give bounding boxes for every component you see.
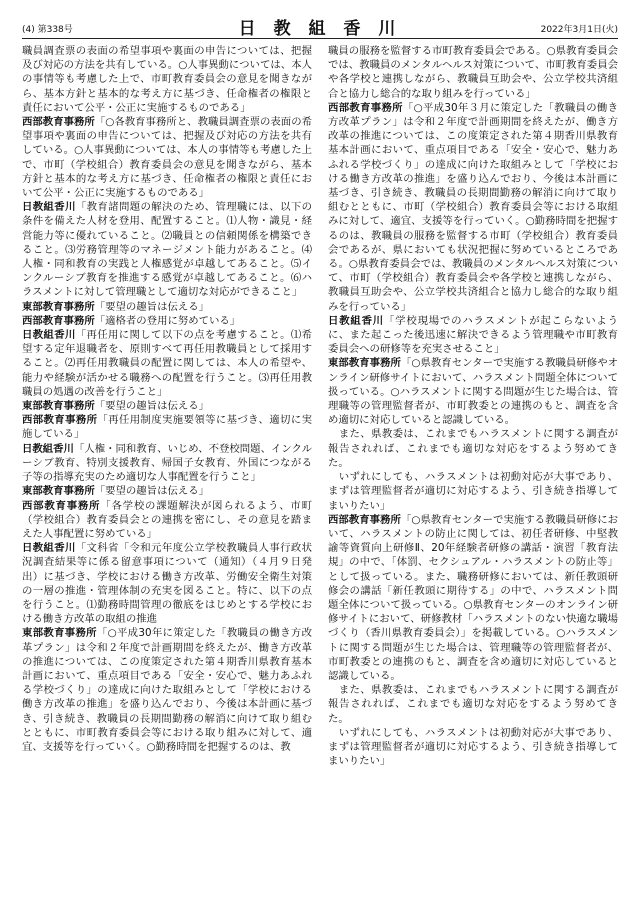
- paragraph-text: 「人権・同和教育、いじめ、不登校問題、インクルーシブ教育、特別支援教育、帰国子女教育、外国につながる子等の指導充実のため適切な人事配置を行うこと」: [22, 442, 312, 484]
- paragraph-text: 「各学校の課題解決が図られるよう、市町（学校組合）教育委員会との連携を密にし、その意見を踏まえた人事配置に努めている」: [22, 499, 312, 540]
- newsletter-title: 日 教 組 香 川: [238, 19, 402, 39]
- speaker-label: 東部教育事務所: [22, 400, 95, 413]
- right-paragraph: [328, 356, 618, 427]
- speaker-label: 日教組香川: [22, 329, 76, 342]
- speaker-label: 西部教育事務所: [22, 314, 95, 327]
- page-header: [22, 12, 618, 39]
- paragraph-text: 職員の服務を監督する市町教育委員会である。○県教育委員会では、教職員のメンタルヘルス対策について、市町教育委員会や各学校と連携しながら、教職員互助会や、公立学校共済組合と協力し総合的な取り組みを行っている」: [328, 45, 618, 100]
- right-paragraph: [328, 513, 618, 683]
- article-body: [22, 44, 618, 889]
- speaker-label: 東部教育事務所: [328, 357, 401, 370]
- paragraph-text: 職員調査票の表面の希望事項や裏面の申告については、把握及び対応の方法を共有している。○人事異動については、本人の事情等も考慮した上で、市町教育委員会の意見を聞きながら、基本方針と基本的な考え方に基づき、任命権者の権限と責任において公平・公正に実施するものである」: [22, 45, 312, 114]
- paragraph-text: また、県教委は、これまでもハラスメントに関する調査が報告されれば、これまでも適切な対応をするよう努めてきた。: [328, 428, 618, 469]
- paragraph-text: 「学校現場でのハラスメントが起こらないように、また起こった後迅速に解決できるよう管理職や市町教育委員会への研修等を充実させること」: [328, 314, 618, 356]
- speaker-label: 東部教育事務所: [22, 300, 95, 313]
- speaker-label: 西部教育事務所: [328, 513, 401, 526]
- speaker-label: 日教組香川: [22, 201, 76, 214]
- speaker-label: 西部教育事務所: [22, 116, 95, 129]
- left-paragraph: [22, 200, 312, 299]
- left-paragraph: [22, 300, 312, 314]
- left-paragraph: [22, 44, 312, 115]
- left-paragraph: [22, 413, 312, 441]
- left-paragraph: [22, 314, 312, 328]
- paragraph-text: 「再任用に関して以下の点を考慮すること。⑴希望する定年退職者を、原則すべて再任用教職員として採用すること。⑵再任用教職員の配置に関しては、本人の希望や、能力や経験が活かせる職務への配置を行うこと。⑶再任用教職員の処遇の改善を行うこと」: [22, 329, 312, 398]
- paragraph-text: 「要望の趣旨は伝える」: [94, 300, 210, 313]
- paragraph-text: 「要望の趣旨は伝える」: [94, 485, 210, 498]
- paragraph-text: 「○県教育センターで実施する教職員研修において、ハラスメントの防止に関しては、初任者研修、中堅教諭等資質向上研修Ⅱ、20年経験者研修の講話・演習「教育法規」の中で、「体罰、セクシュアル・ハラスメントの防止等」として扱っている。また、職務研修においては、新任教頭研修会の講話「新任教頭に期待する」の中で、ハラスメント問題全体について扱っている。○県教育センターのオンライン研修サイトにおいて、研修教材「ハラスメントのない快適な職場づくり（香川県教育委員会）」を掲載している。○ハラスメントに関する問題が生じた場合は、管理職等の管理監督者が、市町教委との連携のもと、調査を含め適切に対応していると認識している。: [328, 513, 618, 682]
- left-paragraph: [22, 328, 312, 399]
- issue-number: (4) 第338号: [22, 25, 73, 35]
- paragraph-text: いずれにしても、ハラスメントは初動対応が大事であり、まずは管理監督者が適切に対応するよう、引き続き指導してまいりたい」: [328, 471, 618, 512]
- paragraph-text: 「要望の趣旨は伝える」: [94, 400, 210, 413]
- right-paragraph: [328, 314, 618, 357]
- right-column: [328, 44, 618, 889]
- paragraph-text: 「○平成30年に策定した「教職員の働き方改革プラン」は令和２年度で計画期間を終えたが、働き方改革の推進については、この度策定された第４期香川県教育基本計画において、重点項目である「安全・安心で、魅力あふれる学校づくり」の達成に向けた取組みとして「学校における働き方改革の推進」を盛り込んでおり、今後は本計画に基づき、引き続き、教職員の長期間勤務の解消に向けて取り組むとともに、市町教育委員会等における取り組みに対して、適宜、支援等を行っていく。○勤務時間を把握するのは、教: [22, 627, 312, 753]
- left-paragraph: [22, 626, 312, 754]
- right-paragraph: [328, 44, 618, 101]
- left-paragraph: [22, 442, 312, 485]
- paragraph-text: 「○平成30年３月に策定した「教職員の働き方改革プラン」は令和２年度で計画期間を終えたが、働き方改革の推進については、この度策定された第４期香川県教育基本計画において、重点項目である「安全・安心で、魅力あふれる学校づくり」の達成に向けた取組みとして「学校における働き方改革の推進」を盛り込んでおり、今後は本計画に基づき、引き続き、教職員の長期間勤務の解消に向けて取り組むとともに、市町（学校組合）教育委員会等における取組みに対して、適宜、支援等を行っていく。○勤務時間を把握するのは、教職員の服務を監督する市町（学校組合）教育委員会であるが、県においても状況把握に努めているところである。○県教育委員会では、教職員のメンタルヘルス対策について、市町（学校組合）教育委員会や各学校と連携しながら、教職員互助会や、公立学校共済組合と協力し総合的な取り組みを行っている」: [328, 101, 618, 313]
- paragraph-text: また、県教委は、これまでもハラスメントに関する調査が報告されれば、これまでも適切な対応をするよう努めてきた。: [328, 684, 618, 725]
- left-column: [22, 44, 312, 889]
- paragraph-text: 「教育諸問題の解決のため、管理職には、以下の条件を備えた人材を登用、配置すること。⑴人物・識見・経営能力等に優れていること。⑵職員との信頼関係を構築できること。⑶労務管理等のマネージメント能力があること。⑷人権・同和教育の実践と人権感覚が卓越してあること。⑸インクルーシブ教育を推進する感覚が卓越してあること。⑹ハラスメントに対して管理職として適切な対応ができること」: [22, 201, 312, 299]
- paragraph-text: 「再任用制度実施要領等に基づき、適切に実施している」: [22, 414, 312, 441]
- right-paragraph: [328, 101, 618, 314]
- right-paragraph: [328, 726, 618, 769]
- speaker-label: 西部教育事務所: [22, 499, 101, 512]
- paragraph-text: 「文科省「令和元年度公立学校教職員人事行政状況調査結果等に係る留意事項について（通知）（４月９日発出）に基づき、学校における働き方改革、労働安全衛生対策の一層の推進・管理体制の充実を図ること。特に、以下の点を行うこと。⑴勤務時間管理の徹底をはじめとする学校における働き方改革の取組の推進: [22, 542, 312, 626]
- right-paragraph: [328, 683, 618, 726]
- issue-date: 2022年3月1日(火): [540, 25, 618, 35]
- left-paragraph: [22, 499, 312, 542]
- paragraph-text: いずれにしても、ハラスメントは初動対応が大事であり、まずは管理監督者が適切に対応するよう、引き続き指導してまいりたい」: [328, 726, 618, 768]
- speaker-label: 東部教育事務所: [22, 485, 95, 498]
- left-paragraph: [22, 541, 312, 626]
- speaker-label: 東部教育事務所: [22, 627, 97, 640]
- speaker-label: 日教組香川: [328, 314, 384, 327]
- right-paragraph: [328, 427, 618, 470]
- paragraph-text: 「○各教育事務所と、教職員調査票の表面の希望事項や裏面の申告については、把握及び対応の方法を共有している。○人事異動については、本人の事情等も考慮した上で、市町（学校組合）教育委員会の意見を聞きながら、基本方針と基本的な考え方に基づき、任命権者の権限と責任において公平・公正に実施するものである」: [22, 116, 312, 200]
- right-paragraph: [328, 470, 618, 513]
- speaker-label: 西部教育事務所: [22, 414, 98, 427]
- paragraph-text: 「○県教育センターで実施する教職員研修やオンライン研修サイトにおいて、ハラスメント問題全体について扱っている。○ハラスメントに関する問題が生じた場合は、管理職等の管理監督者が、市町教委との連携のもと、調査を含め適切に対応していると認識している。: [328, 357, 618, 427]
- left-paragraph: [22, 399, 312, 413]
- speaker-label: 日教組香川: [22, 442, 74, 455]
- paragraph-text: 「適格者の登用に努めている」: [94, 314, 241, 327]
- speaker-label: 西部教育事務所: [328, 101, 403, 114]
- speaker-label: 日教組香川: [22, 542, 76, 555]
- left-paragraph: [22, 115, 312, 200]
- left-paragraph: [22, 484, 312, 498]
